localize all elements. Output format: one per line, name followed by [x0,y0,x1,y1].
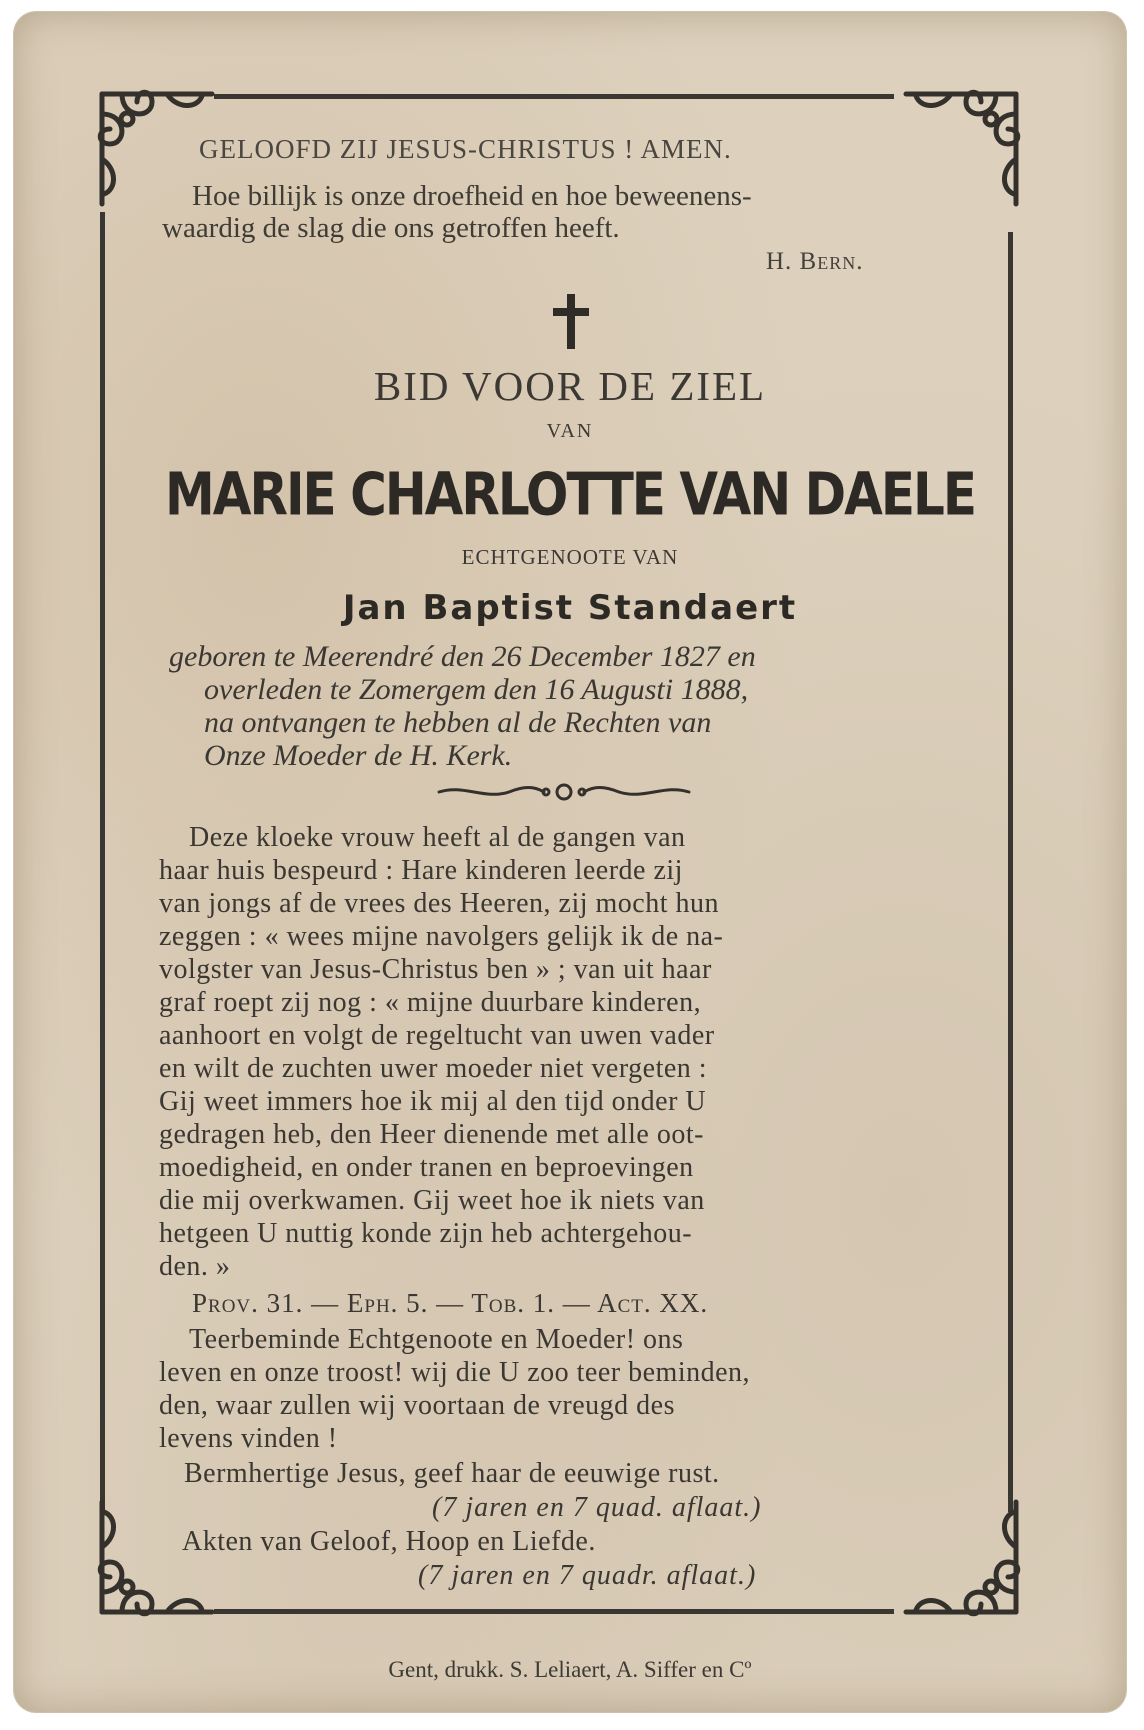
heading-van: VAN [546,420,594,442]
body-line: den. » [159,1251,231,1282]
prayer-line: Akten van Geloof, Hoop en Liefde. [182,1526,596,1557]
body-line: graf roept zij nog : « mijne duurbare kinderen, [159,987,702,1018]
printer-imprint: Gent, drukk. S. Leliaert, A. Siffer en Cº [388,1657,752,1682]
spouse-label: ECHTGENOOTE VAN [461,545,679,569]
quote-line: Hoe billijk is onze droefheid en hoe beweenens- [192,180,752,212]
bio-line: geboren te Meerendré den 26 December 1827 en [169,640,756,673]
spouse-name: Jan Baptist Standaert [342,588,798,628]
cross-icon [550,294,592,349]
indulgence-note: (7 jaren en 7 quadr. aflaat.) [418,1560,757,1591]
corner-ornament-top-right [886,74,1036,224]
bio-line: Onze Moeder de H. Kerk. [204,739,513,772]
body-line: die mij overkwamen. Gij weet hoe ik niets van [159,1185,705,1216]
body-line: van jongs af de vrees des Heeren, zij mocht hun [159,888,719,919]
prayer-line: Bermhertige Jesus, geef haar de eeuwige rust. [184,1458,720,1489]
farewell-line: levens vinden ! [159,1423,338,1454]
deceased-name: MARIE CHARLOTTE VAN DAELE [165,460,975,529]
quote-source: H. Bern. [766,248,864,275]
body-line: aanhoort en volgt de regeltucht van uwen vader [159,1020,715,1051]
scripture-references: Prov. 31. — Eph. 5. — Tob. 1. — Act. XX. [192,1288,709,1318]
bio-line: overleden te Zomergem den 16 Augusti 1888, [204,673,749,706]
memorial-card [14,12,1126,1712]
heading: BID VOOR DE ZIEL [373,363,767,409]
body-line: moedigheid, en onder tranen en beproevingen [159,1152,694,1183]
bio-line: na ontvangen te hebben al de Rechten van [204,706,712,739]
body-line: Gij weet immers hoe ik mij al den tijd onder U [159,1086,707,1117]
farewell-line: Teerbeminde Echtgenoote en Moeder! ons [189,1324,684,1355]
frame-top-border [214,94,894,99]
divider-ornament [434,780,694,804]
corner-ornament-bottom-right [886,1482,1036,1632]
body-line: haar huis bespeurd : Hare kinderen leerde zij [159,855,683,886]
body-line: en wilt de zuchten uwer moeder niet vergeten : [159,1053,708,1084]
indulgence-note: (7 jaren en 7 quad. aflaat.) [432,1492,762,1523]
frame-bottom-border [214,1609,894,1614]
farewell-line: den, waar zullen wij voortaan de vreugd des [159,1390,675,1421]
body-line: Deze kloeke vrouw heeft al de gangen van [189,822,686,853]
body-line: zeggen : « wees mijne navolgers gelijk ik de na- [159,921,724,952]
motto: GELOOFD ZIJ JESUS-CHRISTUS ! AMEN. [199,134,732,164]
quote-line: waardig de slag die ons getroffen heeft. [162,212,620,244]
farewell-line: leven en onze troost! wij die U zoo teer beminden, [159,1357,751,1388]
body-line: gedragen heb, den Heer dienende met alle oot- [159,1119,704,1150]
body-line: hetgeen U nuttig konde zijn heb achtergehou- [159,1218,693,1249]
body-line: volgster van Jesus-Christus ben » ; van uit haar [159,954,712,985]
